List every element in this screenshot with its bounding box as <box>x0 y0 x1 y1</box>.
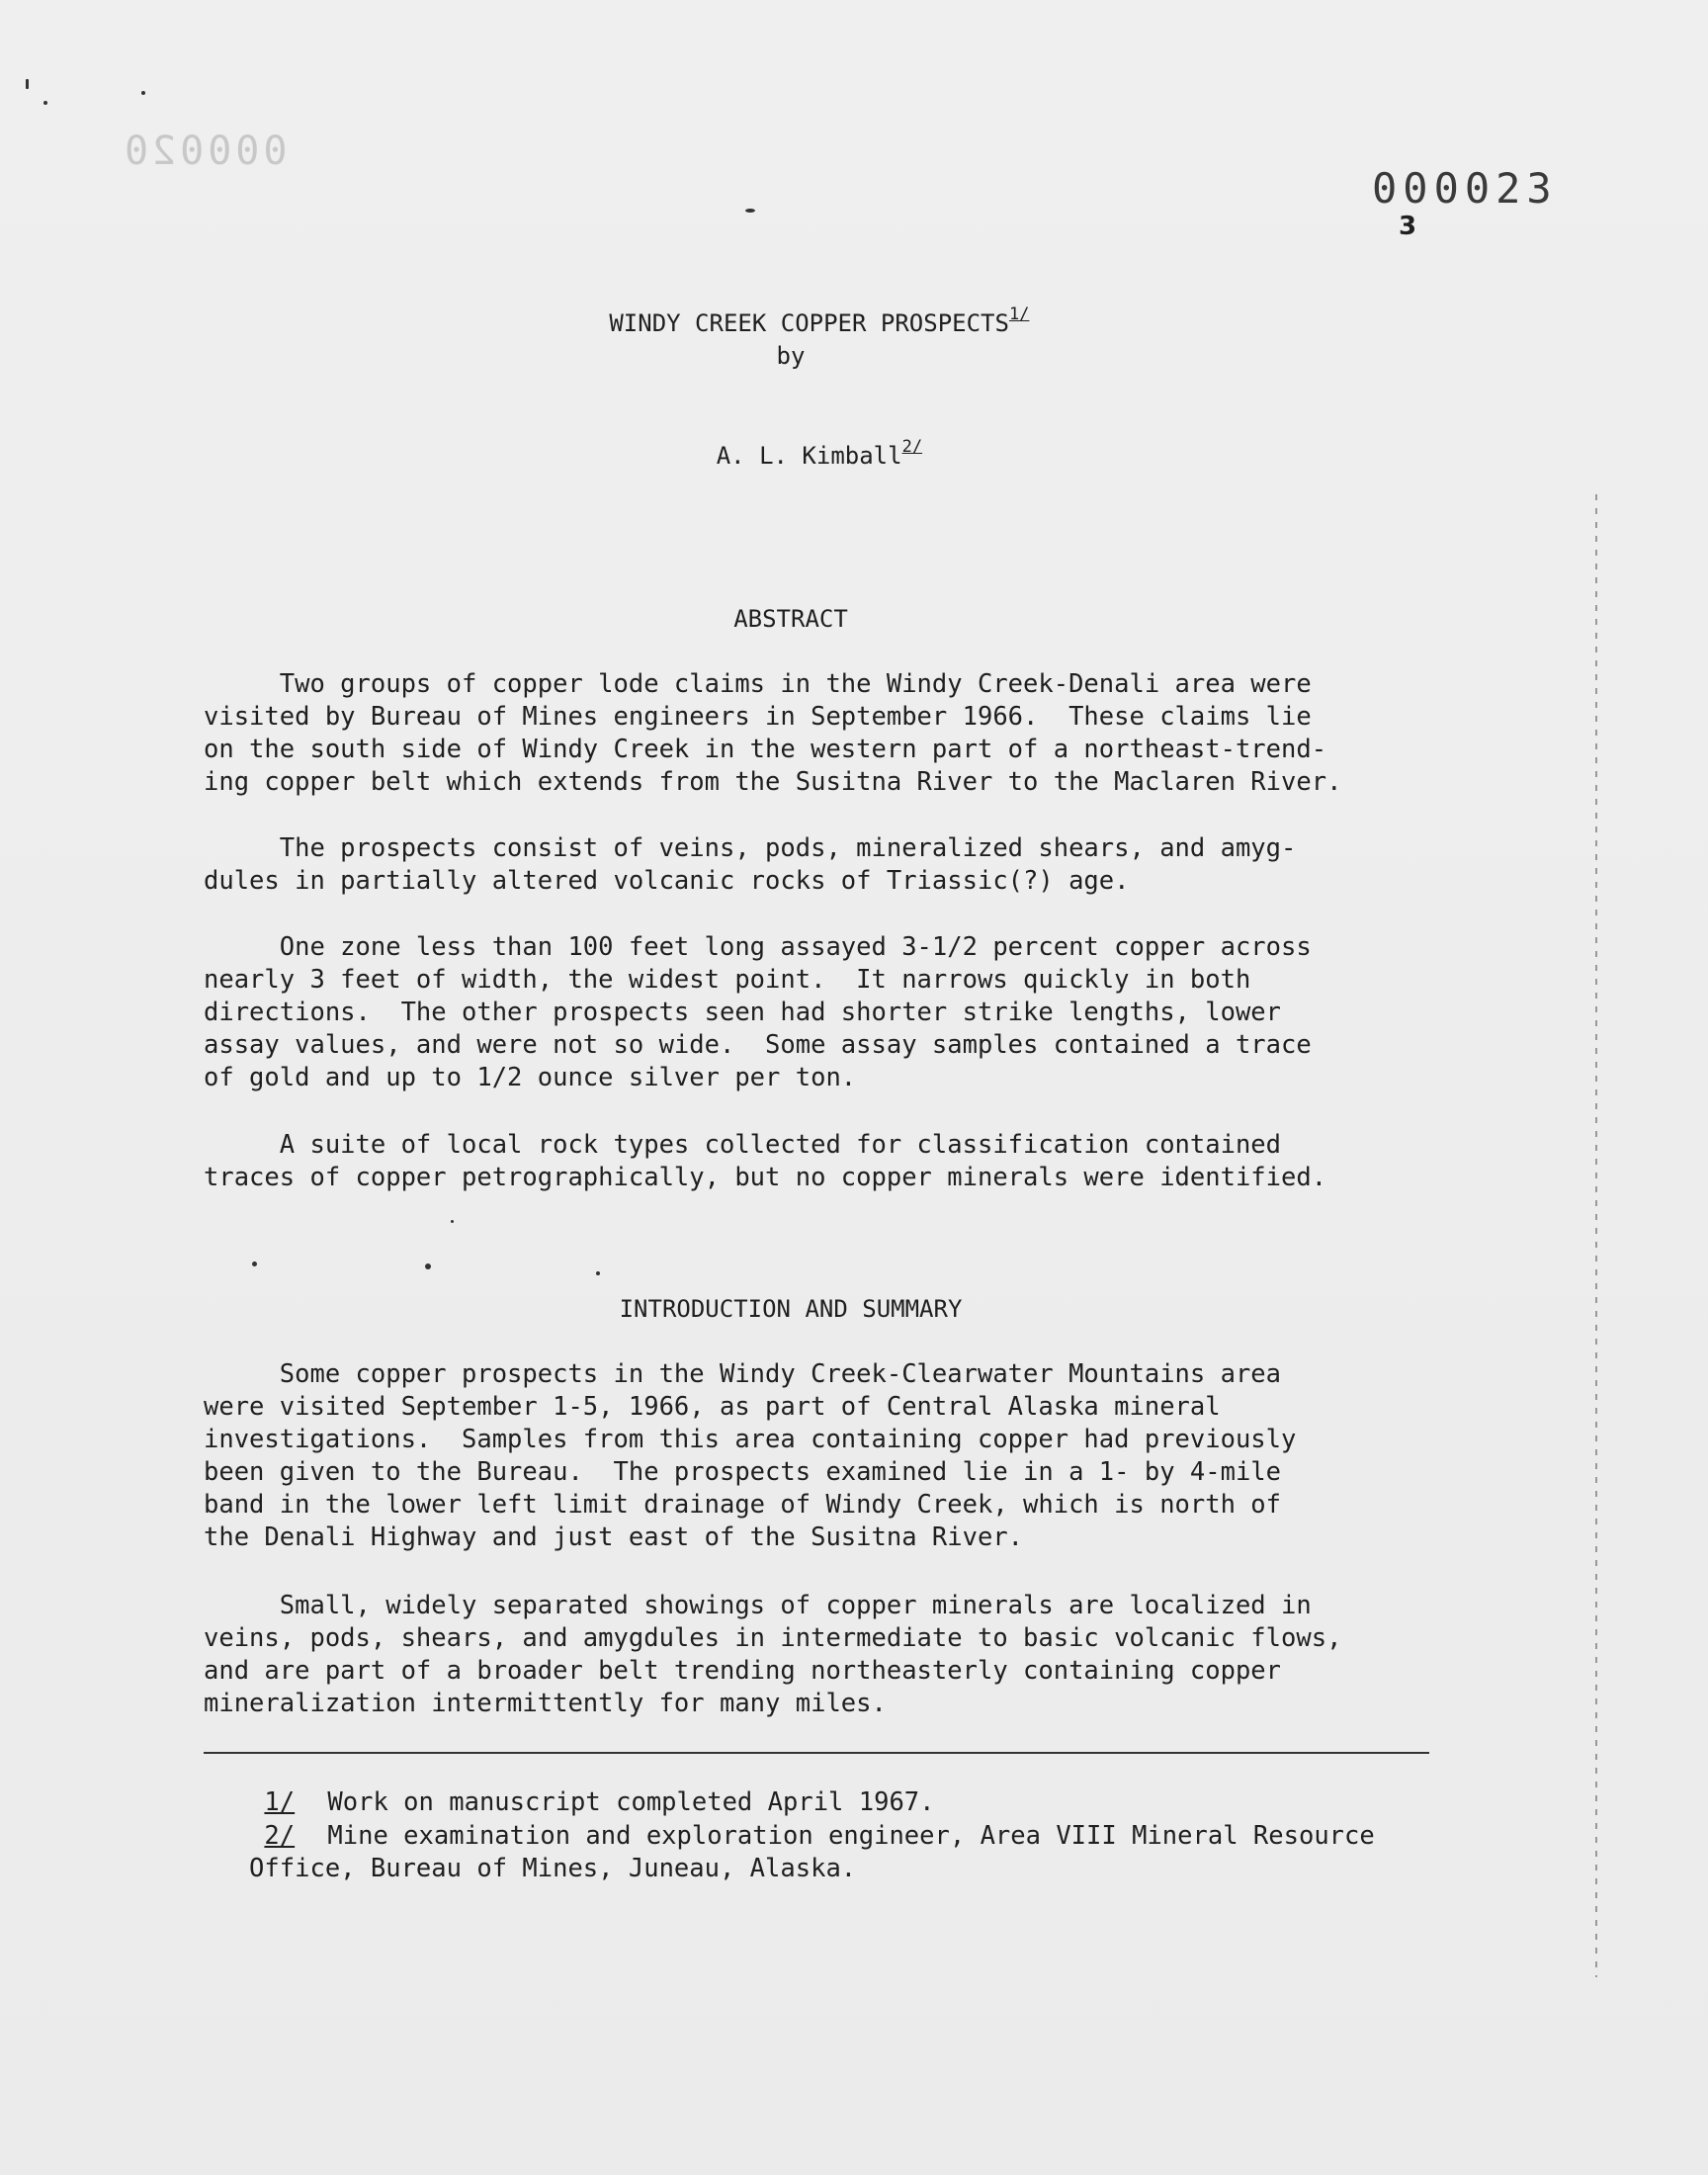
margin-mark <box>1595 494 1597 1977</box>
faint-stamp: 000020 <box>121 129 288 174</box>
abstract-heading: ABSTRACT <box>733 605 848 633</box>
author-footnote-ref: 2/ <box>901 437 923 457</box>
title-footnote-ref: 1/ <box>1008 304 1030 324</box>
footnote-marker: 2/ <box>264 1821 296 1851</box>
intro-paragraph-2: Small, widely separated showings of copper minerals are localized in veins, pods, shears, and amygdules in intermediate to basic volcanic flows, and are part of a broader belt trending northeasterly containing copper mineralization intermittently for many miles. <box>204 1591 1342 1718</box>
intro-heading: INTRODUCTION AND SUMMARY <box>619 1295 963 1323</box>
stamp-number: 000023 <box>1372 164 1558 213</box>
speck-mark <box>141 91 145 95</box>
intro-paragraph-1: Some copper prospects in the Windy Creek-Clearwater Mountains area were visited September 1-5, 1966, as part of Central Alaska mineral investigations. Samples from this area containing copper had previously been given to the Bureau. The prospects examined lie in a 1- by 4-mile band in the lower left limit drainage of Windy Creek, which is north of the Denali Highway and just east of the Susitna River. <box>204 1359 1297 1552</box>
page-number: 3 <box>1399 212 1417 241</box>
abstract-paragraph-2: The prospects consist of veins, pods, mineralized shears, and amyg- dules in partially altered volcanic rocks of Triassic(?) age. <box>204 833 1297 896</box>
author-line <box>0 409 1581 497</box>
speck-mark <box>26 79 29 89</box>
title-text: WINDY CREEK COPPER PROSPECTS <box>609 309 1009 337</box>
speck-mark <box>252 1262 257 1266</box>
speck-mark <box>425 1263 431 1269</box>
abstract-paragraph-1: Two groups of copper lode claims in the Windy Creek-Denali area were visited by Bureau of Mines engineers in September 1966. These claims lie on the south side of Windy Creek in the western part of a northeast-trend- ing copper belt which extends from the Susitna River to the Maclaren River. <box>204 669 1342 797</box>
footnote-2 <box>204 1787 1375 1918</box>
footnote-text: Mine examination and exploration engineer, Area VIII Mineral Resource Office, Bureau of Mines, Juneau, Alaska. <box>249 1821 1375 1883</box>
speck-mark <box>596 1271 600 1275</box>
speck-mark <box>745 209 755 213</box>
footnote-text: Work on manuscript completed April 1967. <box>327 1787 935 1817</box>
abstract-paragraph-4: A suite of local rock types collected for classification contained traces of copper petrographically, but no copper minerals were identified. <box>204 1130 1327 1192</box>
author-name: A. L. Kimball <box>716 442 902 470</box>
footnote-marker: 1/ <box>264 1787 296 1817</box>
abstract-paragraph-3: One zone less than 100 feet long assayed 3-1/2 percent copper across nearly 3 feet of width, the widest point. It narrows quickly in both directions. The other prospects seen had shorter strike lengths, lower assay values, and were not so wide. Some assay samples contained a trace of gold and up to 1/2 ounce silver per ton. <box>204 932 1312 1092</box>
speck-mark <box>451 1220 454 1223</box>
byline: by <box>776 342 806 370</box>
speck-mark <box>43 101 47 105</box>
